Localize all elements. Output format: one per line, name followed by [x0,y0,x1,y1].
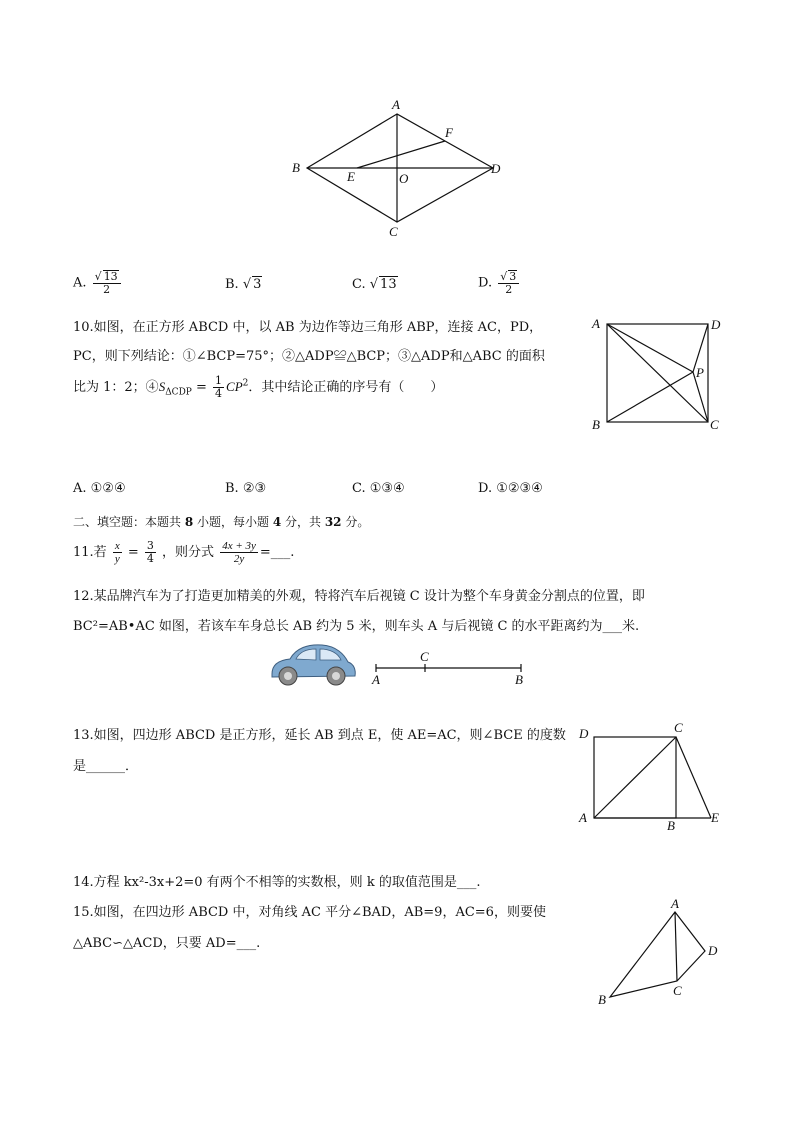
label-a: A [372,672,380,687]
option-letter: C. [352,277,366,292]
section-heading-mid1: 小题，每小题 [193,515,273,529]
q15-line2: △ABC∽△ACD，只要 AD=___. [73,936,261,951]
label-b: B [667,818,675,833]
label-c: C [420,649,429,664]
q13-line1: 13.如图，四边形 ABCD 是正方形，延长 AB 到点 E，使 AE=AC，则∠BCE 的度数 [73,728,566,743]
segment-acb [366,648,531,688]
car-hubcap-front [284,672,292,680]
denominator: 4 [146,552,154,565]
q12-line2: BC²=AB•AC 如图，若该车车身总长 AB 约为 5 米，则车头 A 与后视镜 C 的水平距离约为___米. [73,619,640,634]
label-p: P [696,365,704,380]
denominator: 4 [215,387,223,400]
label-d: D [579,726,589,741]
section-heading-suffix: 分。 [341,515,370,529]
radicand: 3 [509,270,517,283]
option-letter: A. [73,275,87,291]
quadrilateral-abcd [610,912,705,997]
numerator: 4x + 3y [222,540,256,552]
label-o: O [399,171,409,186]
q10-line3-prefix: 比为 1：2；④ [73,380,159,395]
label-a: A [671,898,679,911]
q10-line1: 10.如图，在正方形 ABCD 中，以 AB 为边作等边三角形 ABP，连接 AC，PD， [73,320,543,335]
section-heading-prefix: 二、填空题：本题共 [73,515,185,529]
fraction [213,375,224,400]
q9-option-a[interactable] [73,270,123,296]
label-c: C [673,983,682,998]
q10-line2: PC，则下列结论：①∠BCP=75°；②△ADP≌△BCP；③△ADP和△ABC 的面积 [73,349,545,364]
q10-line3 [73,375,443,400]
section-heading [73,513,369,530]
fraction-expression [220,540,258,565]
label-e: E [711,810,719,825]
segment-ap [607,324,693,372]
option-letter: B. [225,277,239,292]
square-triangle-figure [588,312,728,437]
q13-line2: 是______． [73,759,139,774]
q10-line3-suffix: ．其中结论正确的序号有（ ） [248,380,444,395]
numerator: 3 [146,539,154,552]
q11-mid: ，则分式 [162,545,215,560]
diagonal-ac [594,737,676,818]
label-c: C [710,417,719,432]
q11-prefix: 11.若 [73,545,107,560]
label-b: B [515,672,523,687]
label-d: D [711,317,721,332]
radicand: 13 [380,277,397,292]
segment-bp [607,372,693,422]
q12-line1: 12.某品牌汽车为了打造更加精美的外观，特将汽车后视镜 C 设计为整个车身黄金分割点的位置，即 [73,589,645,604]
label-a: A [392,97,400,112]
q9-option-b[interactable]: B. √ 3 [225,277,262,292]
question-count: 8 [184,515,194,529]
total-points: 32 [324,515,342,529]
denominator: 2y [233,553,245,565]
q9-option-c[interactable]: C. √ 13 [352,277,397,292]
exponent: 2 [242,378,249,389]
q10-option-c[interactable]: C. ①③④ [352,481,405,496]
answer-blank[interactable]: =___. [259,545,295,560]
label-b: B [592,417,600,432]
radicand: 3 [253,277,262,292]
denominator: y [114,553,120,565]
q10-option-d[interactable]: D. ①②③④ [478,481,543,496]
q11-text [73,540,294,565]
equals-sign: = [196,380,207,395]
rhombus-figure [285,95,510,240]
label-a: A [592,316,600,331]
square-extension-figure [576,718,726,836]
label-b: B [598,992,606,1007]
fraction: $\frac{√ 3}{2}$ [498,270,519,296]
car-illustration [268,640,358,690]
denominator: 2 [103,283,111,296]
label-c: C [674,720,683,735]
q15-line1: 15.如图，在四边形 ABCD 中，对角线 AC 平分∠BAD，AB=9，AC=6，则要使 [73,905,546,920]
points-each: 4 [272,515,282,529]
label-c: C [389,224,398,239]
label-d: D [491,161,501,176]
q10-option-b[interactable]: B. ②③ [225,481,267,496]
q9-option-d[interactable] [478,270,521,296]
option-letter: D. [478,275,493,291]
label-b: B [292,160,300,175]
area-symbol: S [158,379,166,394]
label-a: A [579,810,587,825]
label-e: E [347,169,355,184]
fraction-3-over-4 [145,540,156,565]
fraction-x-over-y [113,540,122,565]
equals-sign: = [127,545,139,560]
numerator: x [114,540,120,552]
numerator: 1 [215,374,223,387]
radicand: 13 [103,270,118,283]
cp-symbol: CP [226,379,243,394]
diagonal-ac [675,912,677,981]
car-hubcap-rear [332,672,340,680]
section-heading-mid2: 分，共 [281,515,325,529]
q14-text: 14.方程 kx²-3x+2=0 有两个不相等的实数根，则 k 的取值范围是___. [73,875,481,890]
segment-ce [676,737,711,818]
label-d: D [708,943,718,958]
label-f: F [445,125,453,140]
q10-option-a[interactable]: A. ①②④ [73,481,126,496]
denominator: 2 [505,283,513,296]
area-subscript: ΔCDP [165,387,192,398]
segment-ef [357,141,445,168]
fraction: $\frac{√ 13}{2}$ [93,270,121,296]
quadrilateral-figure [595,898,725,1010]
